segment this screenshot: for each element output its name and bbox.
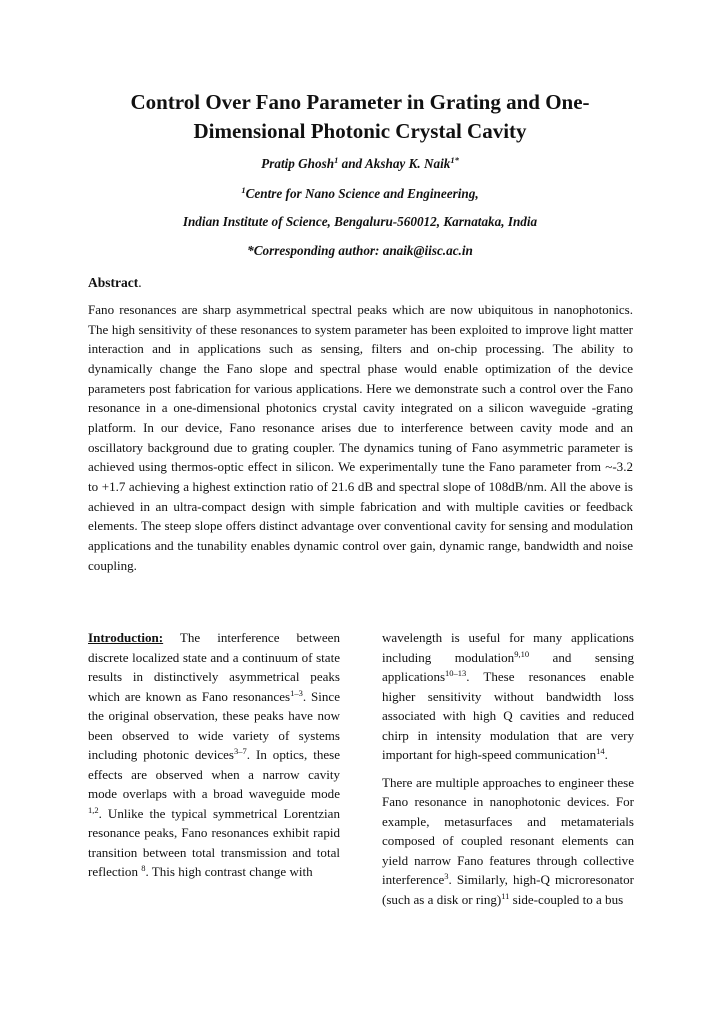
author-name: Pratip Ghosh [261,156,335,171]
body-text: . In optics, these effects are observed when a narrow cavity mode overlaps with a broad waveguide mode [88,747,340,801]
citation-ref: 3–7 [234,746,247,756]
author-affiliation-mark: 1 [334,155,339,165]
affiliation-text: Centre for Nano Science and Engineering, [245,186,479,201]
abstract-heading-text: Abstract [88,275,139,290]
citation-ref: 9,10 [514,648,530,659]
citation-ref: 1,2 [88,804,99,815]
affiliation-line-2: Indian Institute of Science, Bengaluru-560012, Karnataka, India [182,214,538,229]
citation-ref: 10–13 [445,668,467,678]
body-text: side-coupled to a bus [509,891,624,907]
author-affiliation-mark: 1* [450,155,459,165]
paper-title [90,88,630,146]
body-text: There are multiple approaches to engineer these Fano resonance in nanophotonic devices. For example, metasurfaces and metamaterials composed of coupled resonant elements can yield narrow Fano features through collective interference [382,774,634,887]
citation-ref: 11 [501,890,510,901]
citation-ref: 1–3 [290,687,303,698]
body-text: and sensing applications [382,649,634,684]
citation-ref: 14 [596,746,605,756]
affiliation-mark: 1 [241,185,246,195]
body-text: wavelength is useful for many applications including modulation [382,630,634,665]
corresponding-author: *Corresponding author: anaik@iisc.ac.in [247,243,473,258]
body-text: . Unlike the typical symmetrical Lorentzian resonance peaks, Fano resonances exhibit rapid transition between total transmission and total reflection [88,805,340,879]
abstract-heading [88,275,142,291]
introduction-paragraph [382,773,634,910]
introduction-paragraph [88,628,340,882]
author-name: Akshay K. Naik [364,156,451,171]
citation-ref: 8 [141,863,146,873]
body-text: . Since the original observation, these peaks have now been observed to wide variety of systems including photonic devices [88,688,340,762]
introduction-paragraph [382,628,634,765]
abstract-heading-period: . [138,275,142,290]
introduction-right-column [382,628,634,909]
affiliation-line-1 [60,186,660,202]
introduction-heading: Introduction: [88,630,164,645]
body-text: . This high contrast change with [145,864,313,879]
paper-title-line-2: Dimensional Photonic Crystal Cavity [193,119,527,143]
author-connector: and [338,156,365,171]
body-text: . These resonances enable higher sensitivity without bandwidth loss associated with high Q cavities and reduced chirp in intensity modulation that are very important for high-speed communication [382,669,634,762]
introduction-left-column [88,628,340,882]
body-text: The interference between discrete localized state and a continuum of state results in distinctively asymmetrical peaks which are known as Fano resonances [88,630,340,704]
body-text: . Similarly, high-Q microresonator (such as a disk or ring) [382,872,634,907]
citation-ref: 3 [444,871,449,881]
body-text: . [604,747,608,762]
abstract-body: Fano resonances are sharp asymmetrical spectral peaks which are now ubiquitous in nanophotonics. The high sensitivity of these resonances to system parameter has been exploited to improve light matter interaction and in applications such as sensing, filters and on-chip processing. The ability to dynamically change the Fano slope and spectral phase would enable optimization of the device parameters post fabrication for various applications. Here we demonstrate such a control over the Fano resonance in a one-dimensional photonics crystal cavity integrated on a silicon waveguide -grating platform. In our device, Fano resonance arises due to interference between cavity mode and an oscillatory background due to grating coupler. The dynamics tuning of Fano asymmetric parameter is achieved using thermos-optic effect in silicon. We experimentally tune the Fano parameter from ~-3.2 to +1.7 achieving a highest extinction ratio of 21.6 dB and spectral slope of 108dB/nm. All the above is achieved in an ultra-compact design with simple fabrication and with multiple cavities or feedback elements. The steep slope offers distinct advantage over conventional cavity for sensing and modulation applications and the tunability enables dynamic control over gain, dynamic range, bandwidth and noise coupling. [88,302,633,573]
author-list [60,156,660,172]
paper-title-line-1: Control Over Fano Parameter in Grating and One- [130,90,590,114]
